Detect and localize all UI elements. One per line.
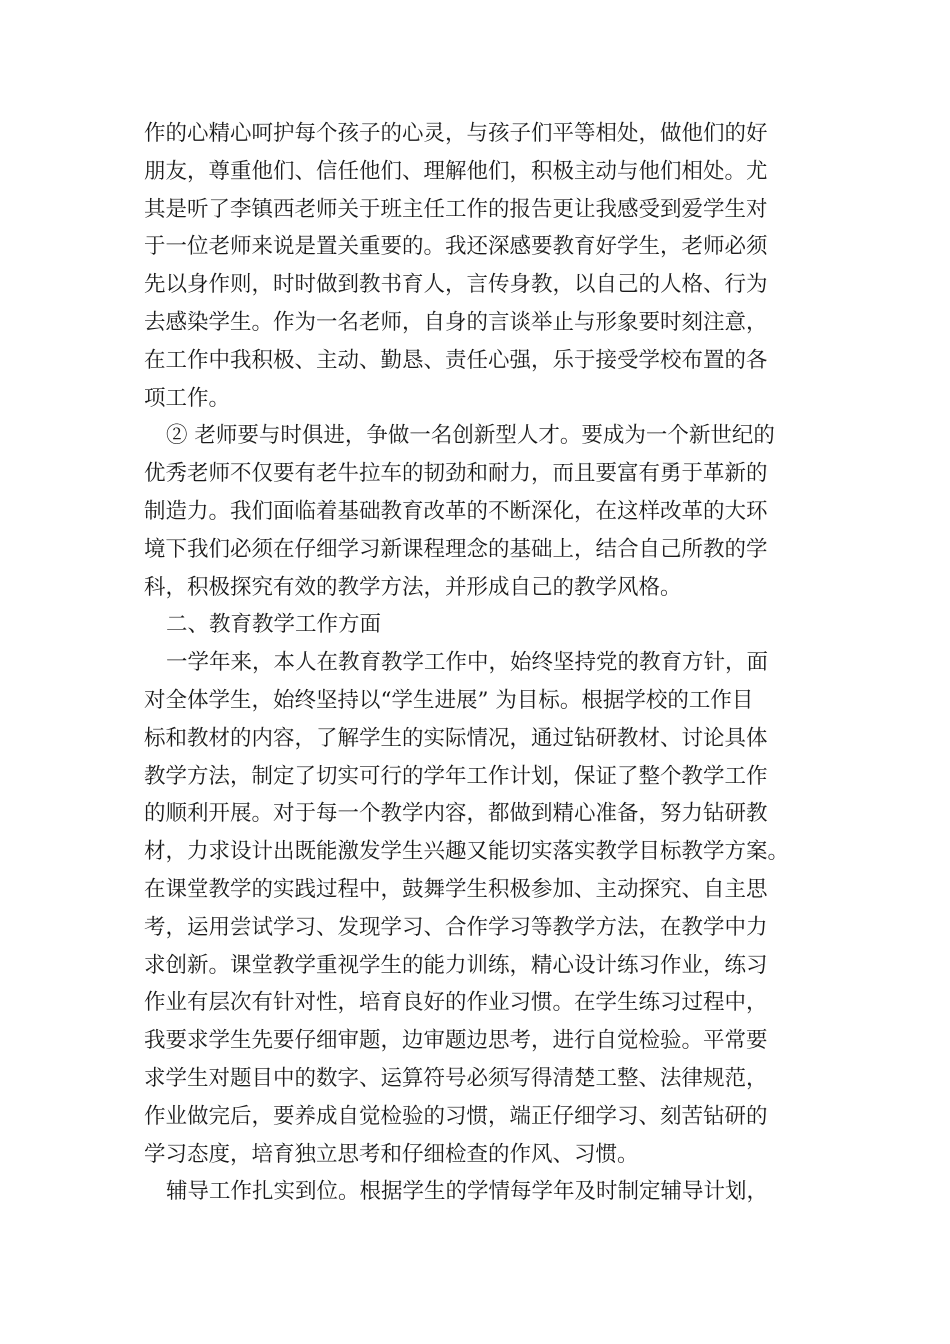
text-line: 优秀老师不仅要有老牛拉车的韧劲和耐力，而且要富有勇于革新的: [144, 461, 768, 487]
text-line: 教学方法，制定了切实可行的学年工作计划，保证了整个教学工作: [144, 763, 768, 789]
text-line: 我要求学生先要仔细审题，边审题边思考，进行自觉检验。平常要: [144, 1028, 768, 1054]
text-line: 求创新。课堂教学重视学生的能力训练，精心设计练习作业，练习: [144, 952, 768, 978]
text-line: 求学生对题目中的数字、运算符号必须写得清楚工整、法律规范，: [144, 1065, 768, 1091]
text-line: 先以身作则，时时做到教书育人，言传身教，以自己的人格、行为: [144, 272, 768, 298]
text-line: 作的心精心呵护每个孩子的心灵，与孩子们平等相处，做他们的好: [144, 121, 768, 146]
text-line: 朋友，尊重他们、信任他们、理解他们，积极主动与他们相处。尤: [144, 158, 768, 184]
text-line: 的顺利开展。对于每一个教学内容，都做到精心准备，努力钻研教: [144, 801, 768, 827]
text-line: 对全体学生，始终坚持以“学生进展” 为目标。根据学校的工作目: [144, 687, 754, 713]
text-line: 学习态度，培育独立思考和仔细检查的作风、习惯。: [144, 1141, 639, 1167]
text-line: 标和教材的内容，了解学生的实际情况，通过钻研教材、讨论具体: [144, 725, 768, 751]
text-line: 考，运用尝试学习、发现学习、合作学习等教学方法，在教学中力: [144, 914, 768, 940]
text-line: 科，积极探究有效的教学方法，并形成自己的教学风格。: [144, 574, 682, 600]
text-line: 其是听了李镇西老师关于班主任工作的报告更让我感受到爱学生对: [144, 196, 768, 222]
text-line: 在课堂教学的实践过程中，鼓舞学生积极参加、主动探究、自主思: [144, 876, 768, 902]
text-line: ② 老师要与时俱进，争做一名创新型人才。要成为一个新世纪的: [166, 423, 775, 449]
body-text: [144, 115, 824, 1211]
text-line: 在工作中我积极、主动、勤恳、责任心强，乐于接受学校布置的各: [144, 347, 768, 373]
text-line: 于一位老师来说是置关重要的。我还深感要教育好学生，老师必须: [144, 234, 768, 260]
text-line: 制造力。我们面临着基础教育改革的不断深化，在这样改革的大环: [144, 498, 768, 524]
text-line: 作业做完后，要养成自觉检验的习惯，端正仔细学习、刻苦钻研的: [144, 1103, 768, 1129]
text-line: 境下我们必须在仔细学习新课程理念的基础上，结合自己所教的学: [144, 536, 768, 562]
text-line: 作业有层次有针对性，培育良好的作业习惯。在学生练习过程中，: [144, 990, 768, 1016]
text-line: 材，力求设计出既能激发学生兴趣又能切实落实教学目标教学方案。: [144, 839, 790, 865]
text-line: 辅导工作扎实到位。根据学生的学情每学年及时制定辅导计划，: [166, 1179, 769, 1205]
text-line: 一学年来，本人在教育教学工作中，始终坚持党的教育方针，面: [166, 650, 769, 676]
text-line: 二、教育教学工作方面: [166, 612, 382, 638]
text-line: 去感染学生。作为一名老师，自身的言谈举止与形象要时刻注意，: [144, 309, 768, 335]
text-line: 项工作。: [144, 385, 231, 411]
